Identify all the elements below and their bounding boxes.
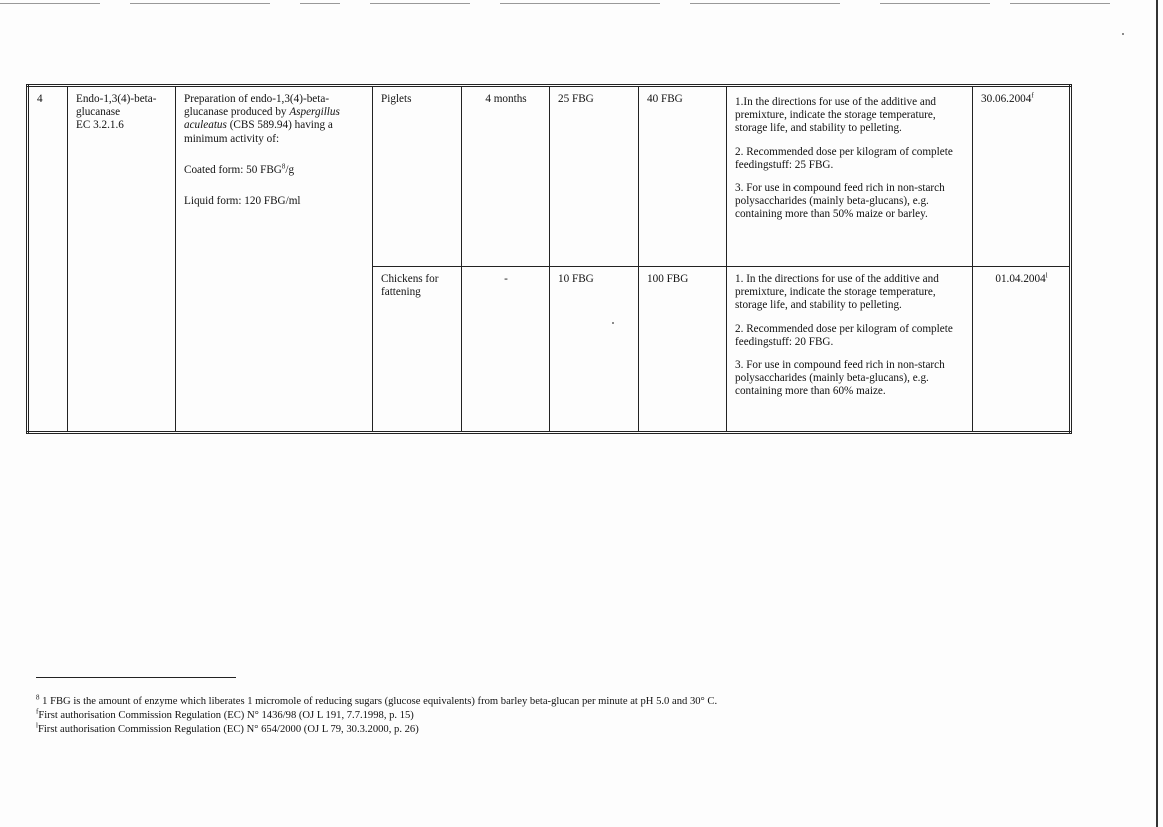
provisions-cell	[727, 86, 973, 267]
footnote-text: First authorisation Commission Regulation (EC) N° 1436/98 (OJ L 191, 7.7.1998, p. 15)	[38, 710, 414, 721]
composition-text: (CBS 589.94) having a minimum activity of:	[184, 119, 333, 145]
scan-top-artifacts	[0, 0, 1163, 10]
max-content: 40 FBG	[639, 86, 727, 267]
coated-unit: /g	[285, 163, 295, 176]
max-content: 100 FBG	[639, 267, 727, 433]
coated-text: Coated form: 50 FBG	[184, 163, 282, 176]
organism-name: Aspergillus aculeatus	[184, 106, 340, 132]
max-age: 4 months	[462, 86, 550, 267]
end-date	[973, 267, 1071, 433]
additive-line: Endo-1,3(4)-beta-	[76, 93, 157, 105]
provisions-cell	[727, 267, 973, 433]
scan-speck	[1122, 33, 1124, 35]
footnote-text: 1 FBG is the amount of enzyme which liberates 1 micromole of reducing sugars (glucose equivalents) from barley beta-glucan per minute at pH 5.0 and 30° C.	[39, 696, 718, 707]
provision: 3. For use in compound feed rich in non-starch polysaccharides (mainly beta-glucans), e.g. containing more than 60% maize.	[735, 359, 945, 398]
provision: 2. Recommended dose per kilogram of complete feedingstuff: 25 FBG.	[735, 145, 953, 171]
max-age: -	[462, 267, 550, 433]
additive-line: EC 3.2.1.6	[76, 119, 124, 132]
additive-cell	[68, 86, 176, 433]
species-name: Piglets	[373, 86, 462, 267]
additive-line: glucanase	[76, 106, 121, 119]
provision: 3. For use in compound feed rich in non-starch polysaccharides (mainly beta-glucans), e.g. containing more than 50% maize or barley.	[735, 182, 945, 221]
footnote	[36, 695, 936, 709]
footnote	[36, 723, 936, 737]
composition-cell	[176, 86, 373, 433]
composition-intro	[184, 93, 365, 146]
footnote-ref: 8	[281, 162, 286, 171]
footnote-mark: f	[36, 707, 39, 716]
liquid-form: Liquid form: 120 FBG/ml	[184, 195, 301, 208]
footnote-ref: l	[1045, 271, 1048, 280]
end-date	[973, 86, 1071, 267]
footnote-text: First authorisation Commission Regulation (EC) N° 654/2000 (OJ L 79, 30.3.2000, p. 26)	[37, 724, 419, 735]
provision: 1. In the directions for use of the additive and premixture, indicate the storage temperature, storage life, and stability to pelleting.	[735, 273, 939, 312]
footnotes	[36, 695, 936, 737]
species-name: Chickens for fattening	[373, 267, 462, 433]
footnote-mark: 8	[36, 693, 40, 702]
additive-table	[26, 84, 1072, 434]
provision: 1.In the directions for use of the additive and premixture, indicate the storage temperature, storage life, and stability to pelleting.	[735, 96, 937, 135]
composition-text: Preparation of endo-1,3(4)-beta-glucanase produced by	[184, 93, 330, 119]
table-row	[28, 86, 1071, 267]
min-content: 10 FBG	[550, 267, 639, 433]
footnote-ref: f	[1031, 91, 1034, 100]
end-date-text: 30.06.2004	[981, 93, 1032, 105]
end-date-text: 01.04.2004	[995, 273, 1046, 285]
min-content: 25 FBG	[550, 86, 639, 267]
coated-form	[184, 164, 365, 177]
footnote-rule	[36, 677, 236, 678]
provision: 2. Recommended dose per kilogram of complete feedingstuff: 20 FBG.	[735, 322, 953, 348]
row-number: 4	[28, 86, 68, 433]
scan-right-edge	[1156, 0, 1158, 827]
footnote-mark: l	[36, 721, 38, 730]
footnote	[36, 709, 936, 723]
